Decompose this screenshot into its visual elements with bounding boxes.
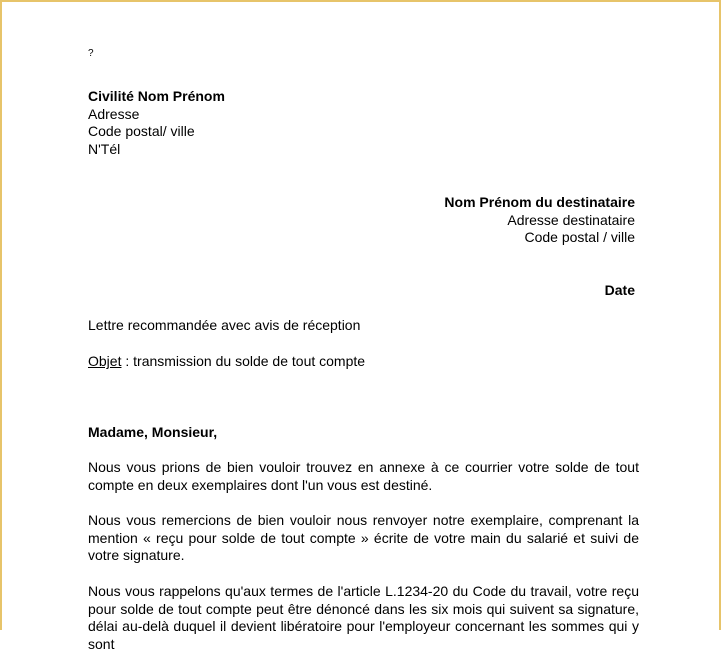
letter-date: Date <box>604 282 635 298</box>
subject-line <box>88 353 639 371</box>
sender-block <box>88 88 225 158</box>
paragraph-legal: Nous vous rappelons qu'aux termes de l'article L.1234-20 du Code du travail, votre reçu pour solde de tout compte peut être dénoncé dans les six mois qui suivent sa signature, délai au-delà duquel il devient libératoire pour l'employeur concernant les sommes qui y sont <box>88 583 639 652</box>
missing-glyph-marker: ? <box>88 48 94 59</box>
paragraph-annex: Nous vous prions de bien vouloir trouvez en annexe à ce courrier votre solde de tout compte en deux exemplaires dont l'un vous est destiné. <box>88 459 639 493</box>
sender-city: Code postal/ ville <box>88 123 195 139</box>
recipient-block <box>444 194 635 247</box>
sender-address: Adresse <box>88 105 140 122</box>
sender-name: Civilité Nom Prénom <box>88 88 225 104</box>
subject-label: Objet <box>88 353 122 369</box>
delivery-mode: Lettre recommandée avec avis de réception <box>88 317 361 333</box>
recipient-address: Adresse destinataire <box>507 211 635 228</box>
subject-text: : transmission du solde de tout compte <box>121 353 366 369</box>
paragraph-return: Nous vous remercions de bien vouloir nous renvoyer notre exemplaire, comprenant la mention « reçu pour solde de tout compte » écrite de votre main du salarié et suivi de votre signature. <box>88 512 639 563</box>
salutation: Madame, Monsieur, <box>88 424 218 440</box>
sender-phone: N'Tél <box>88 140 121 157</box>
recipient-city: Code postal / ville <box>524 229 635 245</box>
recipient-name: Nom Prénom du destinataire <box>444 194 635 210</box>
